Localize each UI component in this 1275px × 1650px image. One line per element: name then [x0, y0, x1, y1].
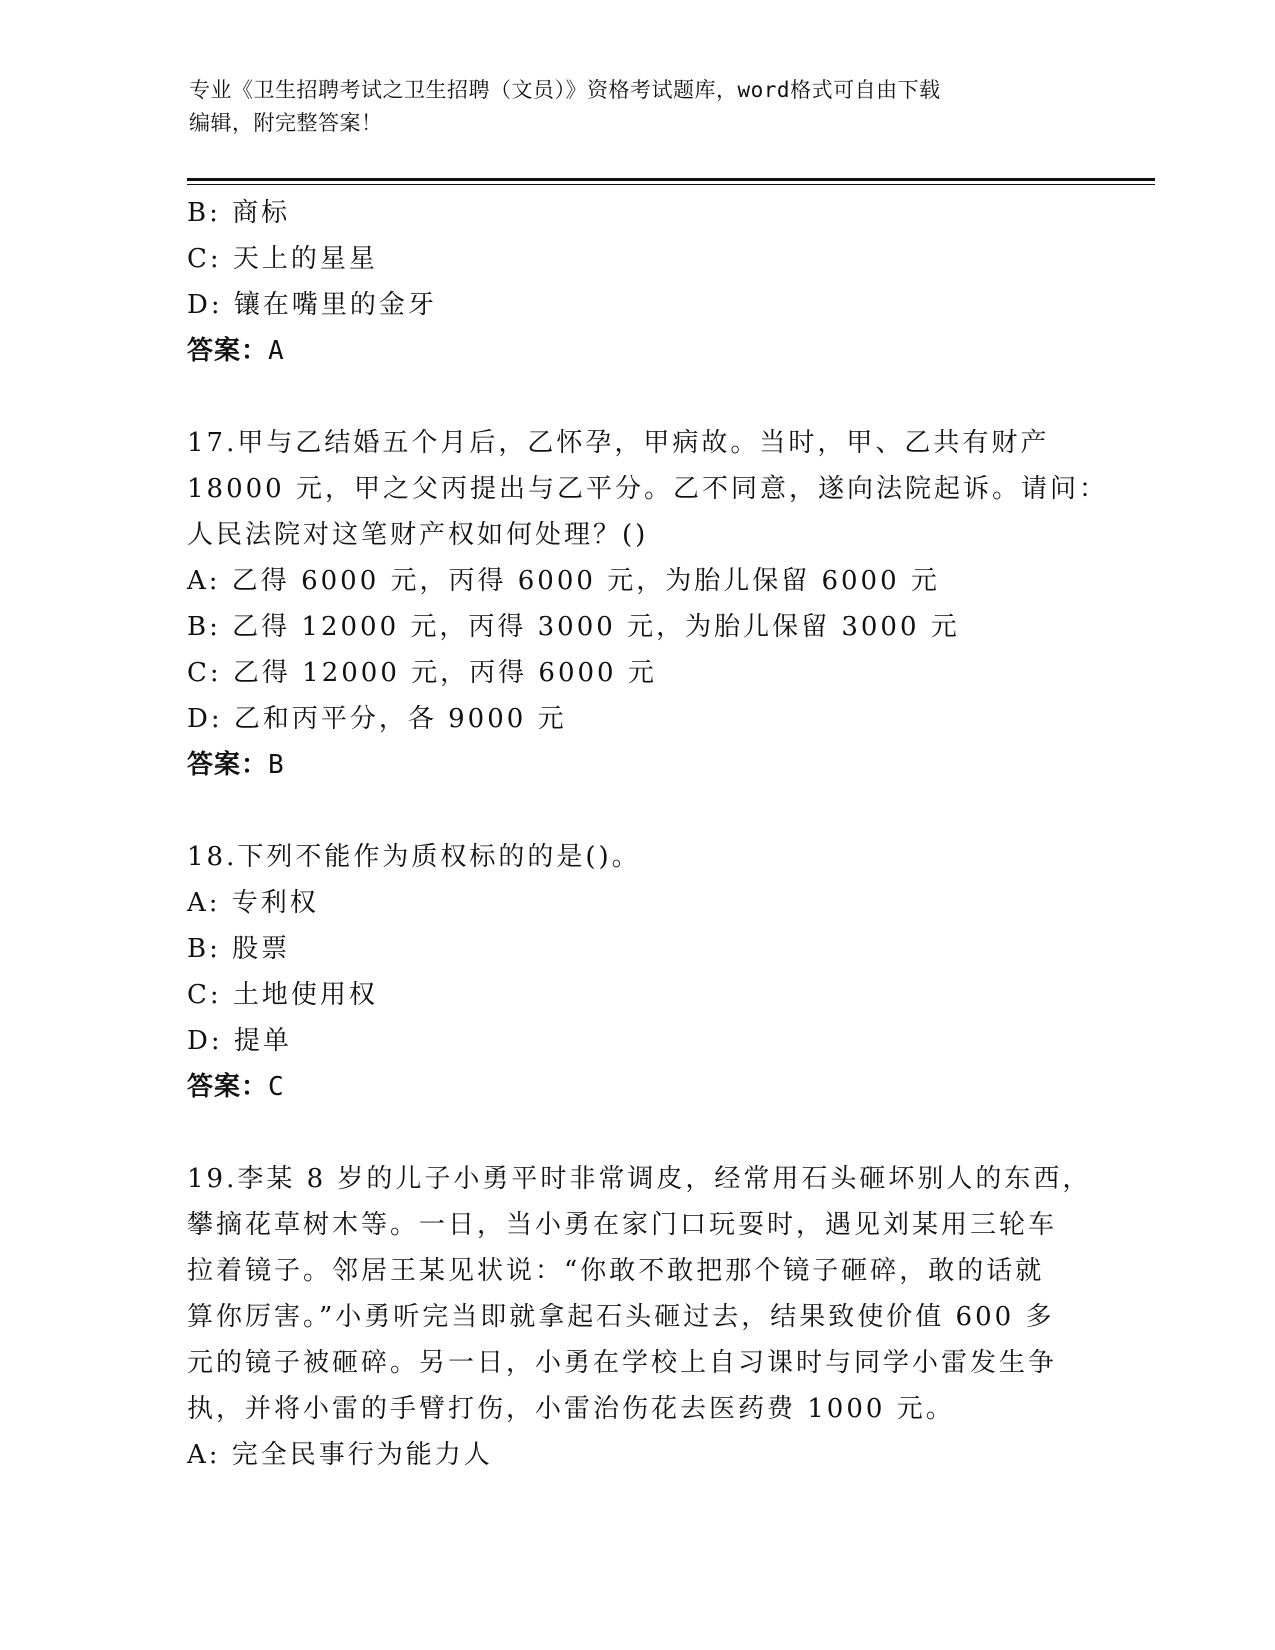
option-d: D: 镶在嘴里的金牙 — [187, 290, 437, 320]
header-line-1: 专业《卫生招聘考试之卫生招聘（文员）》资格考试题库，word格式可自由下载 — [189, 78, 941, 102]
question-stem-line: 17.甲与乙结婚五个月后，乙怀孕，甲病故。当时，甲、乙共有财产 — [187, 428, 1050, 458]
option-c: C: 土地使用权 — [187, 980, 378, 1010]
answer-line — [187, 328, 1087, 374]
option-a: A: 专利权 — [187, 888, 319, 918]
spacer — [187, 1110, 1087, 1156]
option-b: B: 商标 — [187, 198, 291, 228]
answer-value: B — [268, 750, 285, 780]
question-17 — [187, 420, 1108, 788]
question-stem-line: 18000 元，甲之父丙提出与乙平分。乙不同意，遂向法院起诉。请问： — [187, 474, 1108, 504]
option-a: A: 乙得 6000 元，丙得 6000 元，为胎儿保留 6000 元 — [187, 566, 940, 596]
option-b: B: 乙得 12000 元，丙得 3000 元，为胎儿保留 3000 元 — [187, 612, 960, 642]
question-stem-line: 人民法院对这笔财产权如何处理？() — [187, 520, 649, 550]
answer-value: A — [268, 336, 285, 366]
header-line-2: 编辑，附完整答案！ — [189, 111, 383, 135]
header-divider-thick — [187, 178, 1155, 181]
spacer — [187, 788, 1087, 834]
header-divider-thin — [187, 184, 1155, 185]
spacer — [187, 374, 1087, 420]
answer-value: C — [268, 1072, 285, 1102]
option-b: B: 股票 — [187, 934, 291, 964]
question-stem-line: 19.李某 8 岁的儿子小勇平时非常调皮，经常用石头砸坏别人的东西， — [187, 1164, 1092, 1194]
option-c: C: 天上的星星 — [187, 244, 378, 274]
question-stem-line: 18.下列不能作为质权标的的是()。 — [187, 842, 641, 872]
question-content — [187, 190, 1108, 1478]
question-19 — [187, 1156, 1092, 1478]
answer-line — [187, 742, 1087, 788]
answer-label: 答案： — [187, 750, 269, 780]
question-18 — [187, 834, 1087, 1110]
question-16-continued — [187, 190, 1087, 374]
option-d: D: 乙和丙平分，各 9000 元 — [187, 704, 567, 734]
option-c: C: 乙得 12000 元，丙得 6000 元 — [187, 658, 657, 688]
answer-label: 答案： — [187, 336, 269, 366]
document-header — [189, 74, 1089, 140]
question-stem-line: 攀摘花草树木等。一日，当小勇在家门口玩耍时，遇见刘某用三轮车 — [187, 1210, 1058, 1240]
answer-label: 答案： — [187, 1072, 269, 1102]
option-a: A: 完全民事行为能力人 — [187, 1440, 493, 1470]
answer-line — [187, 1064, 1087, 1110]
question-stem-line: 执，并将小雷的手臂打伤，小雷治伤花去医药费 1000 元。 — [187, 1394, 955, 1424]
question-stem-line: 元的镜子被砸碎。另一日，小勇在学校上自习课时与同学小雷发生争 — [187, 1348, 1058, 1378]
option-d: D: 提单 — [187, 1026, 292, 1056]
question-stem-line: 拉着镜子。邻居王某见状说：“你敢不敢把那个镜子砸碎，敢的话就 — [187, 1256, 1045, 1286]
question-stem-line: 算你厉害。”小勇听完当即就拿起石头砸过去，结果致使价值 600 多 — [187, 1302, 1055, 1332]
